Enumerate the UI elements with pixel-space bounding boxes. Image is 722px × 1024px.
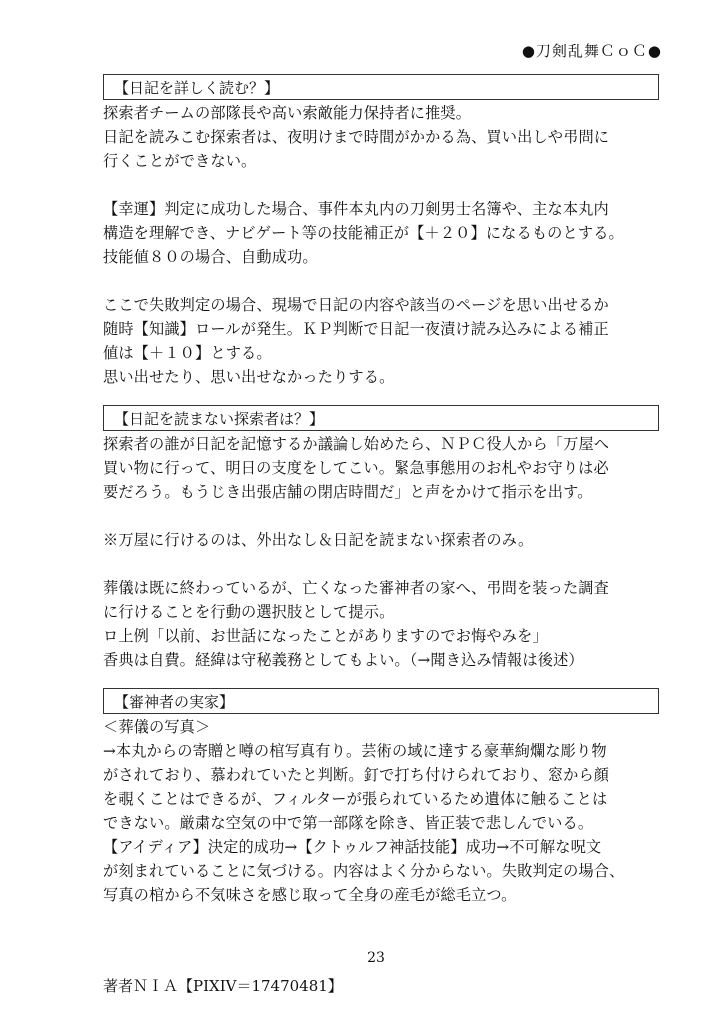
paragraph-line: がされており、慕われていたと判断。釘で打ち付けられており、窓から顔 bbox=[103, 766, 610, 784]
paragraph-line: ＜葬儀の写真＞ bbox=[103, 718, 211, 736]
section-heading-read-diary: 【日記を詳しく読む？】 bbox=[103, 74, 659, 100]
section-body-not-reading-diary bbox=[103, 432, 659, 672]
paragraph-line: 行くことができない。 bbox=[103, 152, 257, 170]
paragraph-line: 探索者チームの部隊長や高い索敵能力保持者に推奨。 bbox=[103, 104, 472, 122]
paragraph-line: 要だろう。もうじき出張店舗の閉店時間だ」と声をかけて指示を出す。 bbox=[103, 483, 593, 501]
section-body-saniwa-family-home bbox=[103, 715, 659, 907]
page-number: 23 bbox=[367, 950, 385, 966]
footer-author-credit: 著者ＮＩＡ【PIXIV＝17470481】 bbox=[103, 977, 343, 995]
paragraph-line: 【アイディア】決定的成功→【クトゥルフ神話技能】成功→不可解な呪文 bbox=[103, 838, 602, 856]
page-body bbox=[103, 74, 659, 907]
paragraph-line: 葬儀は既に終わっているが、亡くなった審神者の家へ、弔問を装った調査 bbox=[103, 579, 609, 597]
paragraph-line: 【幸運】判定に成功した場合、事件本丸内の刀剣男士名簿や、主な本丸内 bbox=[103, 200, 609, 218]
section-heading-not-reading-diary: 【日記を読まない探索者は？】 bbox=[103, 405, 659, 431]
blank-line bbox=[103, 552, 659, 576]
paragraph-line: 買い物に行って、明日の支度をしてこい。緊急事態用のお札やお守りは必 bbox=[103, 459, 609, 477]
paragraph-line: が刻まれていることに気づける。内容はよく分からない。失敗判定の場合、 bbox=[103, 862, 625, 880]
paragraph-line: 探索者の誰が日記を記憶するか議論し始めたら、ＮＰＣ役人から「万屋へ bbox=[103, 435, 610, 453]
paragraph-line: 技能値８０の場合、自動成功。 bbox=[103, 248, 318, 266]
paragraph-line: 写真の棺から不気味さを感じ取って全身の産毛が総毛立つ。 bbox=[103, 886, 517, 904]
blank-line bbox=[103, 173, 659, 197]
paragraph-line: 日記を読みこむ探索者は、夜明けまで時間がかかる為、買い出しや弔問に bbox=[103, 128, 610, 146]
paragraph-line: ロ上例「以前、お世話になったことがありますのでお悔やみを」 bbox=[103, 627, 548, 645]
paragraph-line: →本丸からの寄贈と噂の棺写真有り。芸術の域に達する豪華絢爛な彫り物 bbox=[103, 742, 607, 760]
section-spacer bbox=[103, 672, 659, 688]
blank-line bbox=[103, 504, 659, 528]
blank-line bbox=[103, 269, 659, 293]
paragraph-line: ここで失敗判定の場合、現場で日記の内容や該当のページを思い出せるか bbox=[103, 296, 609, 314]
paragraph-line: できない。厳粛な空気の中で第一部隊を除き、皆正装で悲しんでいる。 bbox=[103, 814, 594, 832]
paragraph-line: 値は【＋１０】とする。 bbox=[103, 344, 272, 362]
paragraph-line: を覗くことはできるが、フィルターが張られているため遺体に触ることは bbox=[103, 790, 608, 808]
paragraph-line: 随時【知識】ロールが発生。ＫＰ判断で日記一夜漬け読み込みによる補正 bbox=[103, 320, 609, 338]
paragraph-line: に行けることを行動の選択肢として提示。 bbox=[103, 603, 395, 621]
paragraph-line: 香典は自費。経緯は守秘義務としてもよい。（→聞き込み情報は後述） bbox=[103, 651, 584, 669]
section-body-read-diary bbox=[103, 101, 659, 389]
section-spacer bbox=[103, 389, 659, 405]
running-header: ●刀剣乱舞ＣｏＣ● bbox=[521, 42, 662, 60]
paragraph-line: 思い出せたり、思い出せなかったりする。 bbox=[103, 368, 395, 386]
paragraph-line: ※万屋に行けるのは、外出なし＆日記を読まない探索者のみ。 bbox=[103, 531, 534, 549]
paragraph-line: 構造を理解でき、ナビゲート等の技能補正が【＋２０】になるものとする。 bbox=[103, 224, 624, 242]
section-heading-saniwa-family-home: 【審神者の実家】 bbox=[103, 688, 659, 714]
